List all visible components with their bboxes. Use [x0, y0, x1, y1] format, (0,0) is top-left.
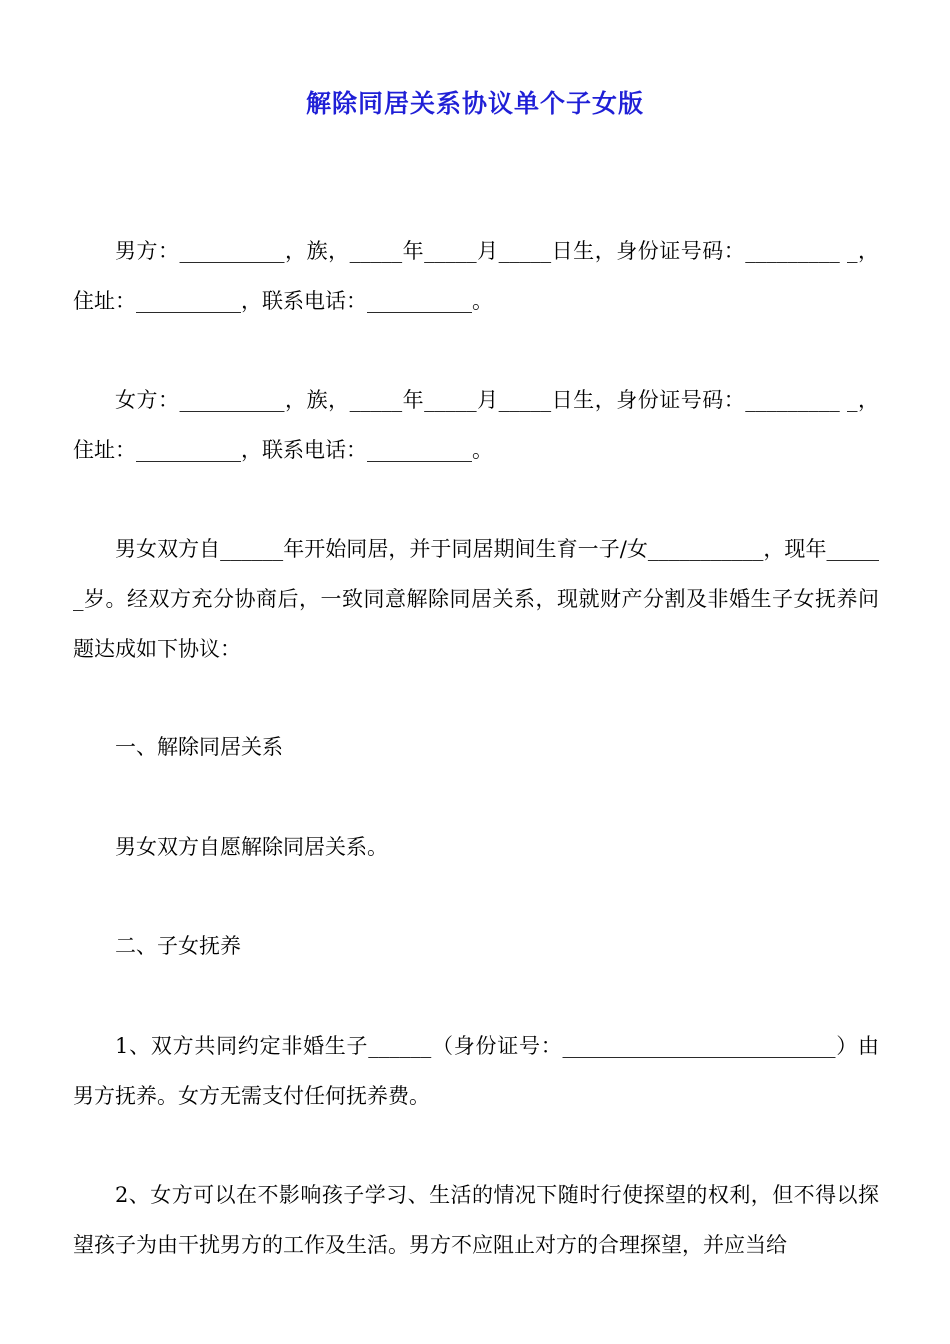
document-title: 解除同居关系协议单个子女版	[305, 89, 644, 118]
preamble-paragraph: 男女双方自______年开始同居，并于同居期间生育一子/女___________，现年______岁。经双方充分协商后，一致同意解除同居关系，现就财产分割及非婚生子女抚养问题达成如下协议：	[73, 537, 879, 661]
section-1-body: 男女双方自愿解除同居关系。	[115, 835, 388, 859]
clause-2-paragraph: 2、女方可以在不影响孩子学习、生活的情况下随时行使探望的权利，但不得以探望孩子为由干扰男方的工作及生活。男方不应阻止对方的合理探望，并应当给	[73, 1183, 879, 1257]
section-1-heading: 一、解除同居关系	[115, 735, 283, 759]
clause-1-paragraph: 1、双方共同约定非婚生子______（身份证号：__________________________）由男方抚养。女方无需支付任何抚养费。	[73, 1034, 879, 1108]
female-party-paragraph: 女方：__________，族，_____年_____月_____日生，身份证号码：_________ _，住址：__________，联系电话：__________。	[73, 388, 879, 462]
male-party-paragraph: 男方：__________，族，_____年_____月_____日生，身份证号码：_________ _，住址：__________，联系电话：__________。	[73, 239, 879, 313]
section-2-heading: 二、子女抚养	[115, 934, 241, 958]
